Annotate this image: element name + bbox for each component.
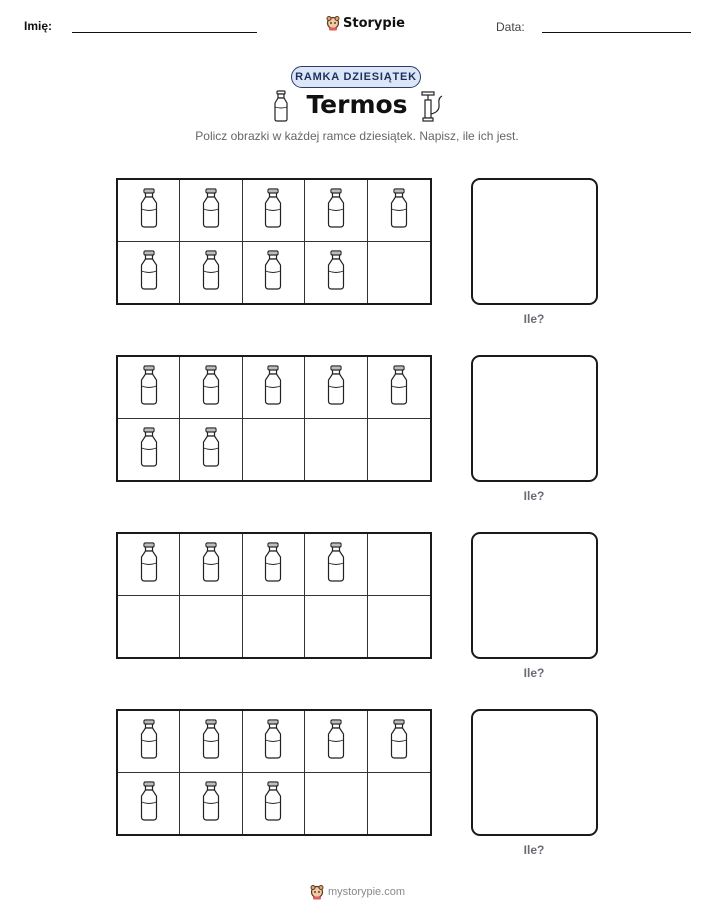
date-field[interactable] <box>542 32 691 33</box>
ten-frame-cell <box>243 357 305 419</box>
ten-frame <box>116 532 432 659</box>
bottle-icon <box>200 542 222 587</box>
ten-frame-cell <box>368 357 430 419</box>
date-label: Data: <box>496 20 525 34</box>
question-label: Ile? <box>523 312 545 326</box>
ten-frame-cell <box>243 180 305 242</box>
answer-box[interactable] <box>471 178 598 305</box>
ten-frame-cell <box>368 419 430 481</box>
bottle-icon <box>325 188 347 233</box>
page-title: Termos <box>306 90 408 119</box>
name-field[interactable] <box>72 32 257 33</box>
bottle-icon <box>138 542 160 587</box>
ten-frame-cell <box>118 534 180 596</box>
ten-frame-cell <box>243 419 305 481</box>
brand-logo <box>326 14 405 32</box>
ten-frame-cell <box>243 596 305 658</box>
ten-frame <box>116 178 432 305</box>
footer <box>310 884 405 900</box>
ten-frame-cell <box>305 596 367 658</box>
bottle-icon <box>138 719 160 764</box>
bottle-icon <box>200 188 222 233</box>
bottle-icon <box>262 542 284 587</box>
bottle-icon <box>138 781 160 826</box>
ten-frame-cell <box>180 357 242 419</box>
ten-frame-cell <box>180 711 242 773</box>
ten-frame-cell <box>243 534 305 596</box>
ten-frame-cell <box>243 711 305 773</box>
footer-url: mystorypie.com <box>328 886 406 898</box>
ten-frame-cell <box>180 773 242 835</box>
bottle-icon <box>325 365 347 410</box>
ten-frame-cell <box>305 419 367 481</box>
answer-box[interactable] <box>471 355 598 482</box>
ten-frame-cell <box>305 711 367 773</box>
ten-frame-cell <box>243 773 305 835</box>
ten-frame-cell <box>368 773 430 835</box>
bottle-icon <box>262 250 284 295</box>
ten-frame-cell <box>305 773 367 835</box>
bottle-icon <box>325 250 347 295</box>
bottle-icon <box>200 427 222 472</box>
bottle-icon <box>138 188 160 233</box>
name-label: Imię: <box>24 19 53 33</box>
ten-frame-cell <box>368 242 430 304</box>
ten-frame-cell <box>368 596 430 658</box>
ten-frame-cell <box>368 534 430 596</box>
ten-frame-cell <box>305 357 367 419</box>
bottle-icon <box>262 365 284 410</box>
ten-frame-cell <box>180 534 242 596</box>
question-label: Ile? <box>523 666 545 680</box>
bottle-icon <box>138 365 160 410</box>
ten-frame-cell <box>243 242 305 304</box>
bottle-icon <box>388 365 410 410</box>
ten-frame-cell <box>118 711 180 773</box>
bottle-icon <box>138 250 160 295</box>
answer-box[interactable] <box>471 709 598 836</box>
bottle-icon <box>325 719 347 764</box>
bottle-icon <box>262 719 284 764</box>
storypie-mascot-icon <box>326 15 340 31</box>
ten-frame-cell <box>118 180 180 242</box>
instructions-text: Policz obrazki w każdej ramce dziesiątek. Napisz, ile ich jest. <box>195 129 519 143</box>
bottle-icon <box>388 188 410 233</box>
question-label: Ile? <box>523 843 545 857</box>
ten-frame-cell <box>118 242 180 304</box>
ten-frame-cell <box>118 419 180 481</box>
ten-frame-cell <box>180 180 242 242</box>
ten-frame-cell <box>305 242 367 304</box>
bottle-icon <box>138 427 160 472</box>
brand-name: Storypie <box>343 15 405 31</box>
ten-frame-cell <box>180 596 242 658</box>
ten-frame-cell <box>180 419 242 481</box>
bottle-icon <box>262 781 284 826</box>
bottle-icon <box>388 719 410 764</box>
ten-frame-cell <box>368 711 430 773</box>
bottle-icon <box>200 365 222 410</box>
bottle-icon <box>262 188 284 233</box>
answer-box[interactable] <box>471 532 598 659</box>
ten-frame-cell <box>118 596 180 658</box>
worksheet-type-badge: RAMKA DZIESIĄTEK <box>291 66 421 88</box>
ten-frame <box>116 709 432 836</box>
ten-frame <box>116 355 432 482</box>
bottle-icon <box>200 250 222 295</box>
pump-icon <box>420 90 444 122</box>
ten-frame-cell <box>368 180 430 242</box>
bottle-icon <box>200 719 222 764</box>
question-label: Ile? <box>523 489 545 503</box>
bottle-icon <box>200 781 222 826</box>
ten-frame-cell <box>305 180 367 242</box>
ten-frame-cell <box>180 242 242 304</box>
ten-frame-cell <box>118 773 180 835</box>
storypie-mascot-icon <box>310 884 324 900</box>
bottle-icon <box>325 542 347 587</box>
ten-frame-cell <box>118 357 180 419</box>
ten-frame-cell <box>305 534 367 596</box>
